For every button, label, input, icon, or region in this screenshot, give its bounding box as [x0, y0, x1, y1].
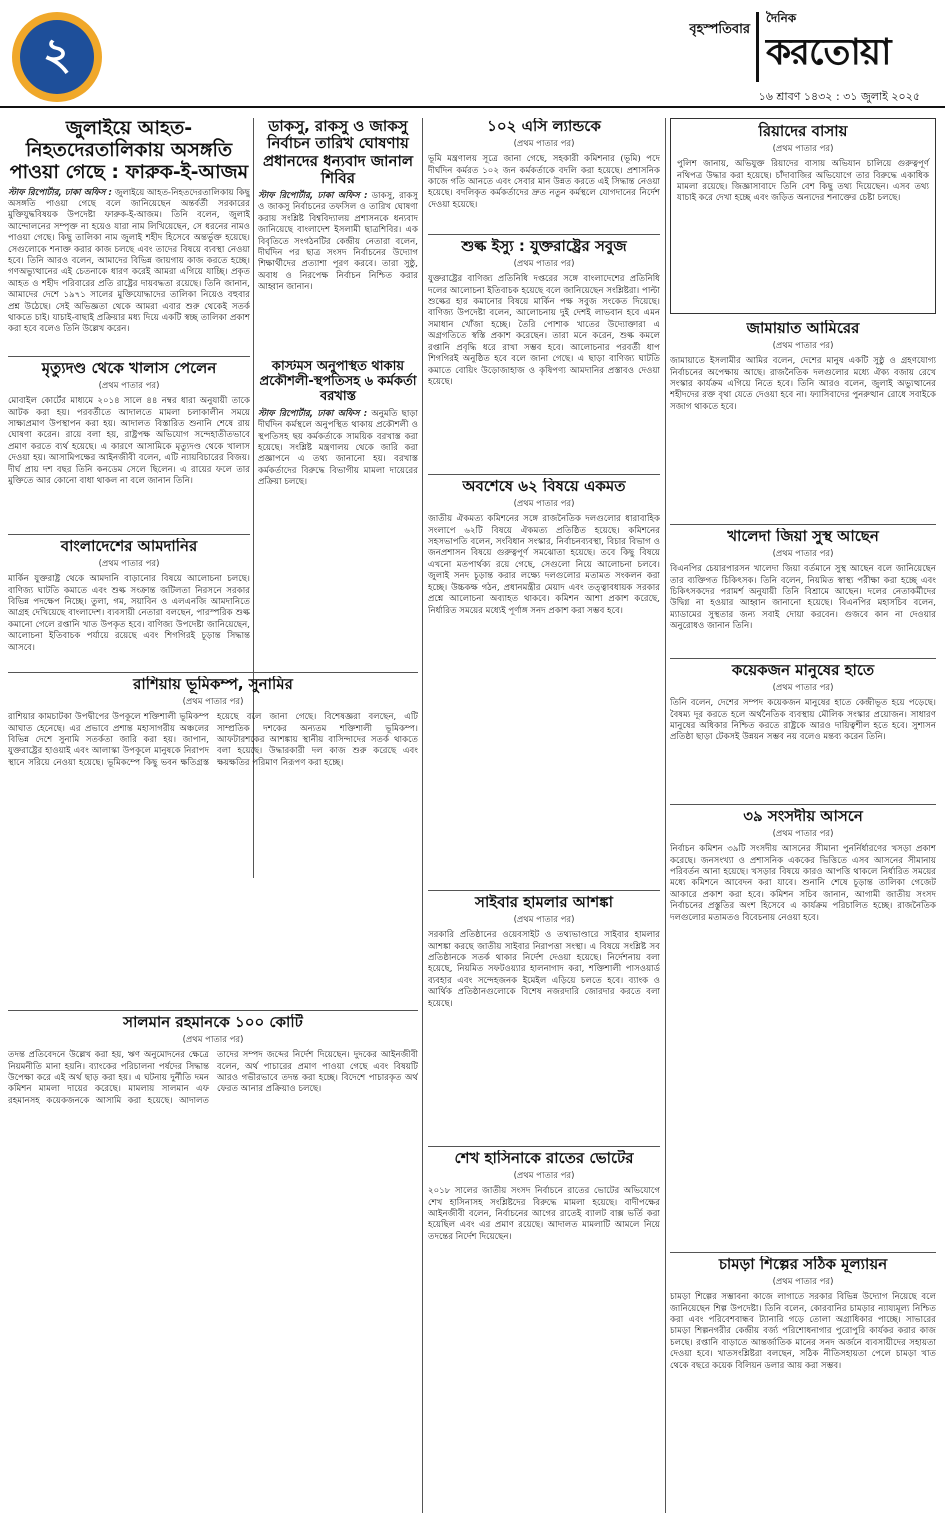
- page-number-badge: [12, 12, 102, 102]
- article-headline: ১০২ এসি ল্যান্ডকে: [487, 118, 601, 135]
- article-divider: [670, 804, 936, 805]
- article-byline: স্টাফ রিপোর্টার, ঢাকা অফিস :: [8, 187, 112, 198]
- article-divider: [8, 534, 250, 535]
- logo-name: করতোয়া: [766, 32, 891, 73]
- article-body: ডাকসু, রাকসু ও জাকসু নির্বাচনের তফসিল ও তারিখ ঘোষণা করায় সংশ্লিষ্ট বিশ্ববিদ্যালয় প্রশাসনকে ধন্যবাদ জানিয়েছে বাংলাদেশ ইসলামী ছাত্রশিবির। এক বিবৃতিতে সংগঠনটির কেন্দ্রীয় নেতারা বলেন, দীর্ঘদিন পর ছাত্র সংসদ নির্বাচনের উদ্যোগ শিক্ষার্থীদের প্রত্যাশা পূরণ করবে। তারা সুষ্ঠু, অবাধ ও নিরপেক্ষ নির্বাচন নিশ্চিত করার আহ্বান জানান।: [258, 191, 418, 293]
- article-headline: শুল্ক ইস্যু : যুক্তরাষ্ট্রের সবুজ: [461, 238, 627, 255]
- article-conflict: [258, 360, 418, 520]
- column-divider: [665, 118, 666, 1513]
- article-body: জাতীয় ঐকমত্য কমিশনের সঙ্গে রাজনৈতিক দলগুলোর ধারাবাহিক সংলাপে ৬২টি বিষয়ে ঐকমত্য প্রতিষ্ঠিত হয়েছে। কমিশনের সহসভাপতি বলেন, সংবিধান সংস্কার, নির্বাচনব্যবস্থা, বিচার বিভাগ ও জনপ্রশাসন বিষয়ে গুরুত্বপূর্ণ সমঝোতা হয়েছে। তবে কিছু বিষয়ে এখনো মতপার্থক্য রয়ে গেছে, সেগুলো নিয়ে আলোচনা চলবে। জুলাই সনদ চূড়ান্ত করার লক্ষ্যে দলগুলোর মতামত সংকলন করা হচ্ছে। উচ্চকক্ষ গঠন, প্রধানমন্ত্রীর মেয়াদ এবং তত্ত্বাবধায়ক সরকার প্রশ্নে আলোচনা অব্যাহত থাকবে। কমিশন আশা প্রকাশ করেছে, নির্ধারিত সময়ের মধ্যেই পূর্ণাঙ্গ সনদ প্রকাশ করা সম্ভব হবে।: [428, 514, 660, 616]
- masthead-rule: [0, 106, 945, 108]
- continued-label: (প্রথম পাতার পর): [772, 549, 834, 560]
- article-divider: [428, 234, 660, 235]
- article-salman: [8, 1014, 418, 1510]
- article-divider: [8, 356, 250, 357]
- article-body: ভূমি মন্ত্রণালয় সূত্রে জানা গেছে, সহকারী কমিশনার (ভূমি) পদে দীর্ঘদিন কর্মরত ১০২ জন কর্মকর্তাকে বদলি করা হয়েছে। প্রশাসনিক কাজে গতি আনতে এবং সেবার মান উন্নত করতে এই সিদ্ধান্ত নেওয়া হয়েছে। বদলিকৃত কর্মকর্তাদের দ্রুত নতুন কর্মস্থলে যোগদানের নির্দেশ দেওয়া হয়েছে।: [428, 154, 660, 210]
- article-body: অনুমতি ছাড়া দীর্ঘদিন কর্মস্থলে অনুপস্থিত থাকায় প্রকৌশলী ও স্থপতিসহ ছয় কর্মকর্তাকে সাময়িক বরখাস্ত করা হয়েছে। সংশ্লিষ্ট মন্ত্রণালয় থেকে জারি করা প্রজ্ঞাপনে এ তথ্য জানানো হয়। বরখাস্ত কর্মকর্তাদের বিরুদ্ধে বিভাগীয় মামলা দায়েরের প্রক্রিয়া চলছে।: [258, 408, 418, 488]
- continued-label: (প্রথম পাতার পর): [513, 499, 575, 510]
- logo-divider: [756, 12, 759, 82]
- article-headline: চামড়া শিল্পের সঠিক মূল্যায়ন: [718, 1256, 888, 1273]
- article-body: চামড়া শিল্পের সম্ভাবনা কাজে লাগাতে সরকার বিভিন্ন উদ্যোগ নিয়েছে বলে জানিয়েছেন শিল্প উপদেষ্টা। তিনি বলেন, কোরবানির চামড়ার ন্যায্যমূল্য নিশ্চিত করা এবং পরিবেশবান্ধব ট্যানারি গড়ে তোলা অগ্রাধিকার পাচ্ছে। সাভারের চামড়া শিল্পনগরীর কেন্দ্রীয় বর্জ্য পরিশোধনাগার পুরোপুরি কার্যকর করার কাজ চলছে। রপ্তানি বাড়াতে আন্তর্জাতিক মানের সনদ অর্জনে ব্যবসায়ীদের সহায়তা দেওয়া হবে। খাতসংশ্লিষ্টরা বলছেন, সঠিক নীতিসহায়তা পেলে চামড়া খাত থেকে বছরে কয়েক বিলিয়ন ডলার আয় করা সম্ভব।: [670, 1292, 936, 1371]
- article-seats-39: [670, 808, 936, 1248]
- continued-label: (প্রথম পাতার পর): [98, 559, 160, 570]
- column-divider: [422, 118, 423, 1513]
- article-headline: খালেদা জিয়া সুস্থ আছেন: [727, 528, 879, 545]
- article-byline: স্টাফ রিপোর্টার, ঢাকা অফিস :: [258, 191, 368, 201]
- article-body: সরকারি প্রতিষ্ঠানের ওয়েবসাইট ও তথ্যভাণ্ডারে সাইবার হামলার আশঙ্কা করছে জাতীয় সাইবার নিরাপত্তা সংস্থা। এ বিষয়ে সংশ্লিষ্ট সব প্রতিষ্ঠানকে সতর্ক থাকার নির্দেশ দেওয়া হয়েছে। নির্দেশনায় বলা হয়েছে, নিয়মিত সফটওয়্যার হালনাগাদ করা, শক্তিশালী পাসওয়ার্ড ব্যবহার এবং সন্দেহজনক ইমেইল এড়িয়ে চলতে হবে। ব্যাংক ও আর্থিক প্রতিষ্ঠানগুলোকে বিশেষ নজরদারি জোরদার করতে বলা হয়েছে।: [428, 930, 660, 1009]
- continued-label: (প্রথম পাতার পর): [772, 683, 834, 694]
- article-bangladesh-import: [8, 538, 250, 668]
- article-headline: বাংলাদেশের আমদানির: [60, 538, 198, 555]
- article-jamaat: [670, 320, 936, 520]
- article-body: পুলিশ জানায়, অভিযুক্ত রিয়াদের বাসায় অভিযান চালিয়ে গুরুত্বপূর্ণ নথিপত্র উদ্ধার করা হয়েছে। চাঁদাবাজির অভিযোগে তার বিরুদ্ধে একাধিক মামলা রয়েছে। জিজ্ঞাসাবাদে তিনি বেশ কিছু তথ্য দিয়েছেন। এসব তথ্য যাচাই করে দেখা হচ্ছে এবং জড়িত অন্যদের শনাক্তের চেষ্টা চলছে।: [677, 159, 929, 204]
- article-102-ac-land: [428, 118, 660, 230]
- article-body: রাশিয়ার কামচাটকা উপদ্বীপের উপকূলে শক্তিশালী ভূমিকম্প আঘাত হেনেছে। এর প্রভাবে প্রশান্ত মহাসাগরীয় অঞ্চলের বিভিন্ন দেশে সুনামি সতর্কতা জারি করা হয়। জাপান, যুক্তরাষ্ট্রের হাওয়াই এবং আলাস্কা উপকূলে মানুষকে নিরাপদ স্থানে সরিয়ে নেওয়া হয়েছে। ভূমিকম্পে কিছু ভবন ক্ষতিগ্রস্ত হয়েছে বলে জানা গেছে। বিশেষজ্ঞরা বলছেন, এটি সাম্প্রতিক দশকের অন্যতম শক্তিশালী ভূমিকম্প। আফটারশকের আশঙ্কায় স্থানীয় বাসিন্দাদের সতর্ক থাকতে বলা হয়েছে। উদ্ধারকারী দল কাজ শুরু করেছে এবং ক্ষয়ক্ষতির পরিমাণ নিরূপণ করা হচ্ছে।: [8, 712, 418, 768]
- article-riyad-home: [670, 118, 936, 314]
- article-death-penalty: [8, 360, 250, 530]
- article-headline: কাস্টমস অনুপস্থিত থাকায় প্রকৌশলী-স্থপতিসহ ৬ কর্মকর্তা বরখাস্ত: [259, 360, 417, 404]
- article-leather: [670, 1256, 936, 1510]
- continued-label: (প্রথম পাতার পর): [772, 1277, 834, 1288]
- article-body: জুলাইয়ে আহত-নিহতদেরতালিকায় কিছু অসঙ্গতি পাওয়া গেছে বলে জানিয়েছেন অন্তর্বর্তী সরকারের মুক্তিযুদ্ধবিষয়ক উপদেষ্টা ফারুক-ই-আজম। তিনি বলেন, জুলাই আন্দোলনের সম্পৃক্ত না হয়েও যারা নাম লিখিয়েছেন, সে ধরনের নামও পাওয়া গেছে। কিছু তালিকা নাম জুলাই শহীদ হিসেবে অন্তর্ভুক্ত হয়েছে। সেগুলোকে শনাক্ত করার কাজ চলছে এবং তাদের বিষয়ে ব্যবস্থা নেওয়া হবে। তিনি আরও বলেন, আমাদের বিভিন্ন জায়গায় কাজ করতে হচ্ছে। গণঅভ্যুত্থানের এই চেতনাকে ধারণ করেই আমরা এগিয়ে যাচ্ছি। প্রকৃত আহত ও শহীদ পরিবারের প্রতি রাষ্ট্রের দায়বদ্ধতা রয়েছে। তিনি জানান, আমাদের দেশে ১৯৭১ সালের মুক্তিযোদ্ধাদের তালিকা নিয়েও বহুবার প্রশ্ন উঠেছে। সেই অভিজ্ঞতা থেকে আমরা এবার শুরু থেকেই সতর্ক থাকতে চাই। যাচাই-বাছাই প্রক্রিয়ার মধ্য দিয়ে একটি স্বচ্ছ তালিকা প্রকাশ করা হবে বলেও তিনি উল্লেখ করেন।: [8, 187, 250, 335]
- continued-label: (প্রথম পাতার পর): [513, 259, 575, 270]
- continued-label: (প্রথম পাতার পর): [772, 829, 834, 840]
- article-headline: জামায়াত আমিরের: [746, 320, 860, 337]
- logo-tagline: দৈনিক: [766, 11, 797, 25]
- article-sheikh-hasina: [428, 1150, 660, 1510]
- article-divider: [428, 474, 660, 475]
- article-divider: [670, 658, 936, 659]
- article-headline: কয়েকজন মানুষের হাতে: [731, 662, 875, 679]
- article-body: তদন্ত প্রতিবেদনে উল্লেখ করা হয়, ঋণ অনুমোদনের ক্ষেত্রে নিয়মনীতি মানা হয়নি। ব্যাংকের পরিচালনা পর্ষদের সিদ্ধান্ত উপেক্ষা করে এই অর্থ ছাড় করা হয়। এ ঘটনায় দুর্নীতি দমন কমিশন মামলা দায়ের করেছে। মামলায় সালমান এফ রহমানসহ কয়েকজনকে আসামি করা হয়েছে। আদালত তাদের সম্পদ জব্দের নির্দেশ দিয়েছেন। দুদকের আইনজীবী বলেন, অর্থ পাচারের প্রমাণ পাওয়া গেছে এবং বিষয়টি আরও গভীরভাবে তদন্ত করা হচ্ছে। বিদেশে পাচারকৃত অর্থ ফেরত আনার প্রক্রিয়াও চলছে।: [8, 1050, 418, 1106]
- issue-date: ১৬ শ্রাবণ ১৪৩২ : ৩১ জুলাই ২০২৫: [758, 90, 920, 103]
- article-headline: মৃত্যুদণ্ড থেকে খালাস পেলেন: [41, 360, 217, 377]
- article-body: মোবাইল কোর্টের মাধ্যমে ২০১৪ সালে ৪৪ নম্বর ধারা অনুযায়ী তাকে আটক করা হয়। পরবর্তীতে আদালতে মামলা চলাকালীন সময়ে সাক্ষ্যপ্রমাণ উপস্থাপন করা হয়। আদালত বিস্তারিত শুনানি শেষে রায় ঘোষণা করেন। রায়ে বলা হয়, রাষ্ট্রপক্ষ অভিযোগ সন্দেহাতীতভাবে প্রমাণ করতে ব্যর্থ হয়েছে। এ কারণে আসামিকে মৃত্যুদণ্ড থেকে খালাস দেওয়া হয়। আসামিপক্ষের আইনজীবী বলেন, এটি ন্যায়বিচারের বিজয়। দীর্ঘ প্রায় দশ বছর তিনি কনডেম সেলে ছিলেন। এ রায়ের ফলে তার মুক্তিতে আর কোনো বাধা থাকল না বলে জানান তিনি।: [8, 396, 250, 487]
- article-divider: [428, 890, 660, 891]
- page-number: ২: [20, 20, 94, 94]
- continued-label: (প্রথম পাতার পর): [513, 139, 575, 150]
- article-several-people: [670, 662, 936, 800]
- article-us-tariff: [428, 238, 660, 470]
- article-body: বিএনপির চেয়ারপারসন খালেদা জিয়া বর্তমানে সুস্থ আছেন বলে জানিয়েছেন তার ব্যক্তিগত চিকিৎসক। তিনি বলেন, নিয়মিত স্বাস্থ্য পরীক্ষা করা হচ্ছে এবং চিকিৎসকদের পরামর্শ অনুযায়ী তিনি বিশ্রামে আছেন। দলের নেতাকর্মীদের উদ্বিগ্ন না হওয়ার আহ্বান জানানো হয়েছে। বিএনপির মহাসচিব বলেন, ম্যাডামের সুস্থতার জন্য সবাই দোয়া করবেন। গুজবে কান না দেওয়ার অনুরোধও জানান তিনি।: [670, 564, 936, 632]
- continued-label: (প্রথম পাতার পর): [513, 915, 575, 926]
- article-cyber: [428, 894, 660, 1142]
- newspaper-logo: [766, 10, 936, 84]
- article-nomination: [258, 118, 418, 352]
- article-headline: অবশেষে ৬২ বিষয়ে একমত: [462, 478, 626, 495]
- article-body: মার্কিন যুক্তরাষ্ট্র থেকে আমদানি বাড়ানোর বিষয়ে আলোচনা চলছে। বাণিজ্য ঘাটতি কমাতে এবং শুল্ক সংক্রান্ত জটিলতা নিরসনে সরকার বিভিন্ন পদক্ষেপ নিচ্ছে। তুলা, গম, সয়াবিন ও এলএনজি আমদানিতে আগ্রহ দেখিয়েছে বাংলাদেশ। ব্যবসায়ী নেতারা বলছেন, পারস্পরিক শুল্ক কমানো গেলে রপ্তানি খাত উপকৃত হবে। বাণিজ্য উপদেষ্টা জানিয়েছেন, আলোচনা ইতিবাচক পর্যায়ে রয়েছে এবং শিগগিরই চূড়ান্ত সিদ্ধান্ত আসবে।: [8, 574, 250, 653]
- article-divider: [670, 524, 936, 525]
- article-byline: স্টাফ রিপোর্টার, ঢাকা অফিস :: [258, 408, 368, 419]
- article-headline: রাশিয়ায় ভূমিকম্প, সুনামির: [133, 676, 293, 693]
- article-body: তিনি বলেন, দেশের সম্পদ কয়েকজন মানুষের হাতে কেন্দ্রীভূত হয়ে পড়েছে। বৈষম্য দূর করতে হলে অর্থনৈতিক ব্যবস্থায় মৌলিক সংস্কার প্রয়োজন। সাধারণ মানুষের অধিকার নিশ্চিত করতে রাষ্ট্রকে আরও দায়িত্বশীল হতে হবে। সুশাসন প্রতিষ্ঠা ছাড়া টেকসই উন্নয়ন সম্ভব নয় বলেও মন্তব্য করেন তিনি।: [670, 698, 936, 743]
- article-headline: সাইবার হামলার আশঙ্কা: [475, 894, 613, 911]
- article-body: জামায়াতে ইসলামীর আমির বলেন, দেশের মানুষ একটি সুষ্ঠু ও গ্রহণযোগ্য নির্বাচনের অপেক্ষায় আছে। রাজনৈতিক দলগুলোর মধ্যে ঐক্য বজায় রেখে সংস্কার কার্যক্রম এগিয়ে নিতে হবে। তিনি আরও বলেন, জুলাই অভ্যুত্থানের শহীদদের রক্ত বৃথা যেতে দেওয়া হবে না। ফ্যাসিবাদের পুনরুত্থান রোধে সবাইকে সজাগ থাকতে হবে।: [670, 356, 936, 412]
- article-headline: ৩৯ সংসদীয় আসনে: [743, 808, 863, 825]
- continued-label: (প্রথম পাতার পর): [772, 144, 834, 155]
- article-divider: [8, 672, 418, 673]
- continued-label: (প্রথম পাতার পর): [98, 381, 160, 392]
- article-farooq: [8, 118, 250, 352]
- continued-label: (প্রথম পাতার পর): [182, 1035, 244, 1046]
- article-headline: জুলাইয়ে আহত-নিহতদেরতালিকায় অসঙ্গতি পাওয়া গেছে : ফারুক-ই-আজম: [9, 118, 249, 183]
- article-khaleda: [670, 528, 936, 654]
- article-consensus: [428, 478, 660, 886]
- article-divider: [428, 1146, 660, 1147]
- article-headline: ডাকসু, রাকসু ও জাকসু নির্বাচন তারিখ ঘোষণায় প্রধানদের ধন্যবাদ জানাল শিবির: [262, 118, 414, 187]
- article-russia-quake: [8, 676, 418, 1006]
- article-body: নির্বাচন কমিশন ৩৯টি সংসদীয় আসনের সীমানা পুনর্নির্ধারণের খসড়া প্রকাশ করেছে। জনসংখ্যা ও প্রশাসনিক এককের ভিত্তিতে এসব আসনের সীমানায় পরিবর্তন আনা হয়েছে। খসড়ার বিষয়ে কারও আপত্তি থাকলে নির্ধারিত সময়ের মধ্যে কমিশনে আবেদন করা যাবে। শুনানি শেষে চূড়ান্ত তালিকা গেজেট আকারে প্রকাশ করা হবে। কমিশন সচিব জানান, আগামী জাতীয় সংসদ নির্বাচনের প্রস্তুতির অংশ হিসেবে এ কার্যক্রম পরিচালিত হচ্ছে। রাজনৈতিক দলগুলোর মতামতও বিবেচনায় নেওয়া হবে।: [670, 844, 936, 923]
- continued-label: (প্রথম পাতার পর): [182, 697, 244, 708]
- article-body: যুক্তরাষ্ট্রের বাণিজ্য প্রতিনিধি দপ্তরের সঙ্গে বাংলাদেশের প্রতিনিধি দলের আলোচনা ইতিবাচক হয়েছে বলে জানিয়েছেন সংশ্লিষ্টরা। পাল্টা শুল্কের হার কমানোর বিষয়ে মার্কিন পক্ষ সবুজ সংকেত দিয়েছে। বাণিজ্য উপদেষ্টা বলেন, আলোচনায় দুই দেশই লাভবান হবে এমন সমাধান খোঁজা হচ্ছে। তৈরি পোশাক খাতের উদ্যোক্তারা এ অগ্রগতিতে স্বস্তি প্রকাশ করেছেন। তারা মনে করেন, শুল্ক কমলে রপ্তানি প্রবৃদ্ধি ধরে রাখা সম্ভব হবে। আলোচনার পরবর্তী ধাপ শিগগিরই অনুষ্ঠিত হবে বলে জানা গেছে। এ ছাড়া বাণিজ্য ঘাটতি কমাতে বোয়িং উড়োজাহাজ ও কৃষিপণ্য আমদানির প্রস্তাবও দেওয়া হয়েছে।: [428, 274, 660, 387]
- masthead: [0, 0, 945, 112]
- article-divider: [8, 1010, 418, 1011]
- article-divider: [670, 1252, 936, 1253]
- continued-label: (প্রথম পাতার পর): [772, 341, 834, 352]
- article-headline: রিয়াদের বাসায়: [758, 122, 848, 140]
- article-headline: সালমান রহমানকে ১০০ কোটি: [123, 1014, 303, 1031]
- weekday-label: বৃহস্পতিবার: [689, 22, 750, 37]
- article-headline: শেখ হাসিনাকে রাতের ভোটের: [454, 1150, 634, 1167]
- continued-label: (প্রথম পাতার পর): [513, 1171, 575, 1182]
- article-body: ২০১৮ সালের জাতীয় সংসদ নির্বাচনে রাতের ভোটের অভিযোগে শেখ হাসিনাসহ সংশ্লিষ্টদের বিরুদ্ধে মামলা হয়েছে। বাদীপক্ষের আইনজীবী বলেন, নির্বাচনের আগের রাতেই ব্যালট বাক্স ভর্তি করা হয়েছিল এবং এর প্রমাণ রয়েছে। আদালত মামলাটি আমলে নিয়ে তদন্তের নির্দেশ দিয়েছেন।: [428, 1186, 660, 1242]
